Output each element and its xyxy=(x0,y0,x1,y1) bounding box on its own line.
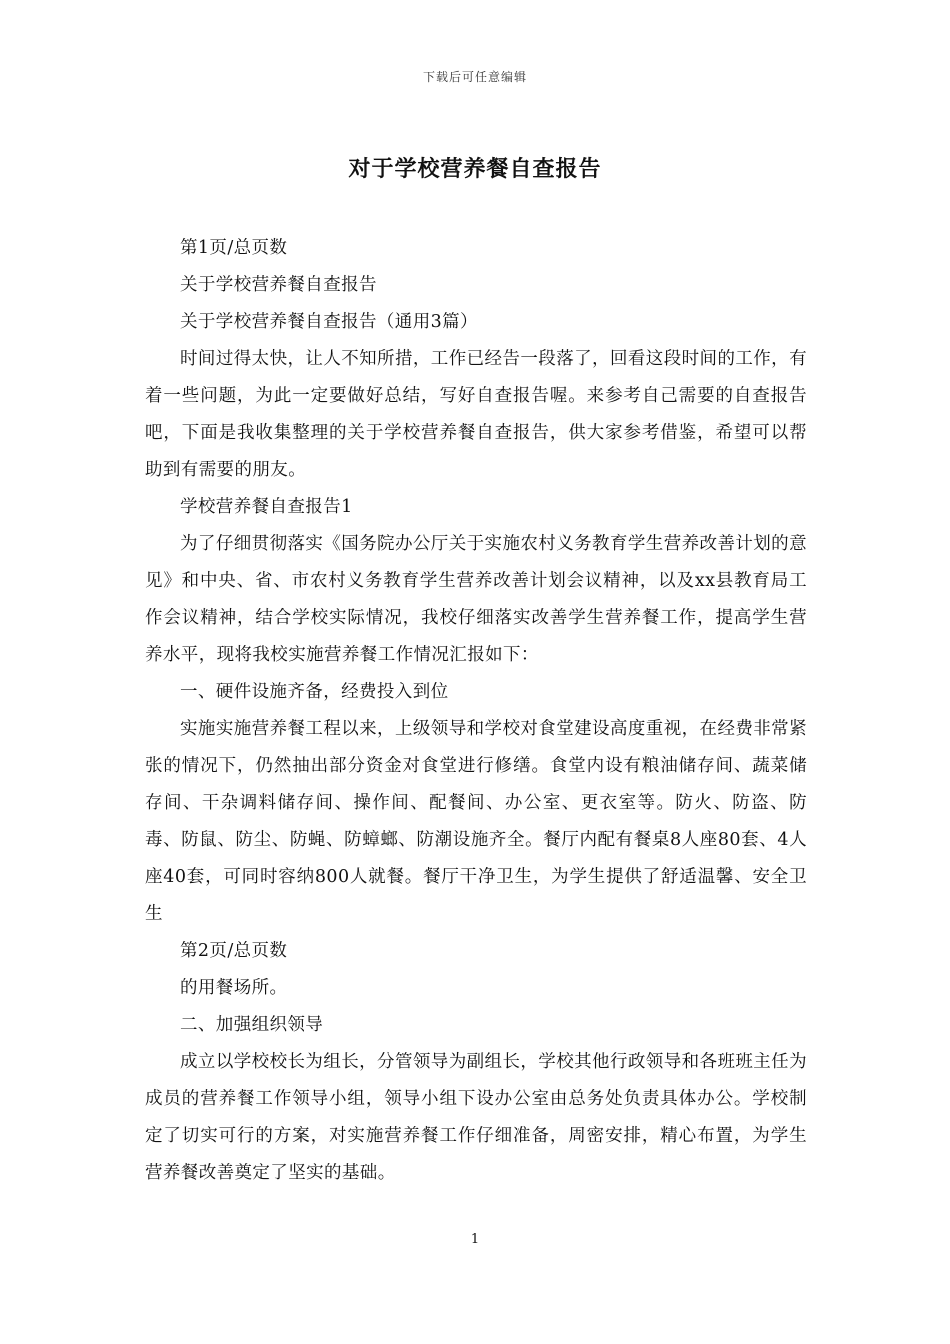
section-heading-hardware: 一、硬件设施齐备，经费投入到位 xyxy=(180,682,449,702)
body-paragraph: 为了仔细贯彻落实《国务院办公厅关于实施农村义务教育学生营养改善计划的意见》和中央、省、市农村义务教育学生营养改善计划会议精神，以及xx县教育局工作会议精神，结合学校实际情况，我校仔细落实改善学生营养餐工作，提高学生营养水平，现将我校实施营养餐工作情况汇报如下： xyxy=(145,534,807,665)
page-number: 1 xyxy=(470,1232,480,1247)
header-note: 下载后可任意编辑 xyxy=(422,70,527,84)
section-heading-leadership: 二、加强组织领导 xyxy=(180,1015,324,1035)
document-body xyxy=(145,230,807,1192)
document-title: 对于学校营养餐自查报告 xyxy=(348,156,602,182)
subtitle-collection: 关于学校营养餐自查报告（通用3篇） xyxy=(180,312,478,332)
body-paragraph: 成立以学校校长为组长，分管领导为副组长，学校其他行政领导和各班班主任为成员的营养餐工作领导小组，领导小组下设办公室由总务处负责具体办公。学校制定了切实可行的方案，对实施营养餐工作仔细准备，周密安排，精心布置，为学生营养餐改善奠定了坚实的基础。 xyxy=(145,1052,807,1183)
intro-paragraph: 时间过得太快，让人不知所措，工作已经告一段落了，回看这段时间的工作，有着一些问题，为此一定要做好总结，写好自查报告喔。来参考自己需要的自查报告吧，下面是我收集整理的关于学校营养餐自查报告，供大家参考借鉴，希望可以帮助到有需要的朋友。 xyxy=(145,349,807,480)
page-marker: 第2页/总页数 xyxy=(180,941,288,961)
section-heading-report-1: 学校营养餐自查报告1 xyxy=(180,497,353,517)
page-marker: 第1页/总页数 xyxy=(180,238,288,258)
body-paragraph: 的用餐场所。 xyxy=(180,978,288,998)
body-paragraph: 实施实施营养餐工程以来，上级领导和学校对食堂建设高度重视，在经费非常紧张的情况下，仍然抽出部分资金对食堂进行修缮。食堂内设有粮油储存间、蔬菜储存间、干杂调料储存间、操作间、配餐间、办公室、更衣室等。防火、防盗、防毒、防鼠、防尘、防蝇、防蟑螂、防潮设施齐全。餐厅内配有餐桌8人座80套、4人座40套，可同时容纳800人就餐。餐厅干净卫生，为学生提供了舒适温馨、安全卫生 xyxy=(145,719,807,924)
subtitle: 关于学校营养餐自查报告 xyxy=(180,275,377,295)
